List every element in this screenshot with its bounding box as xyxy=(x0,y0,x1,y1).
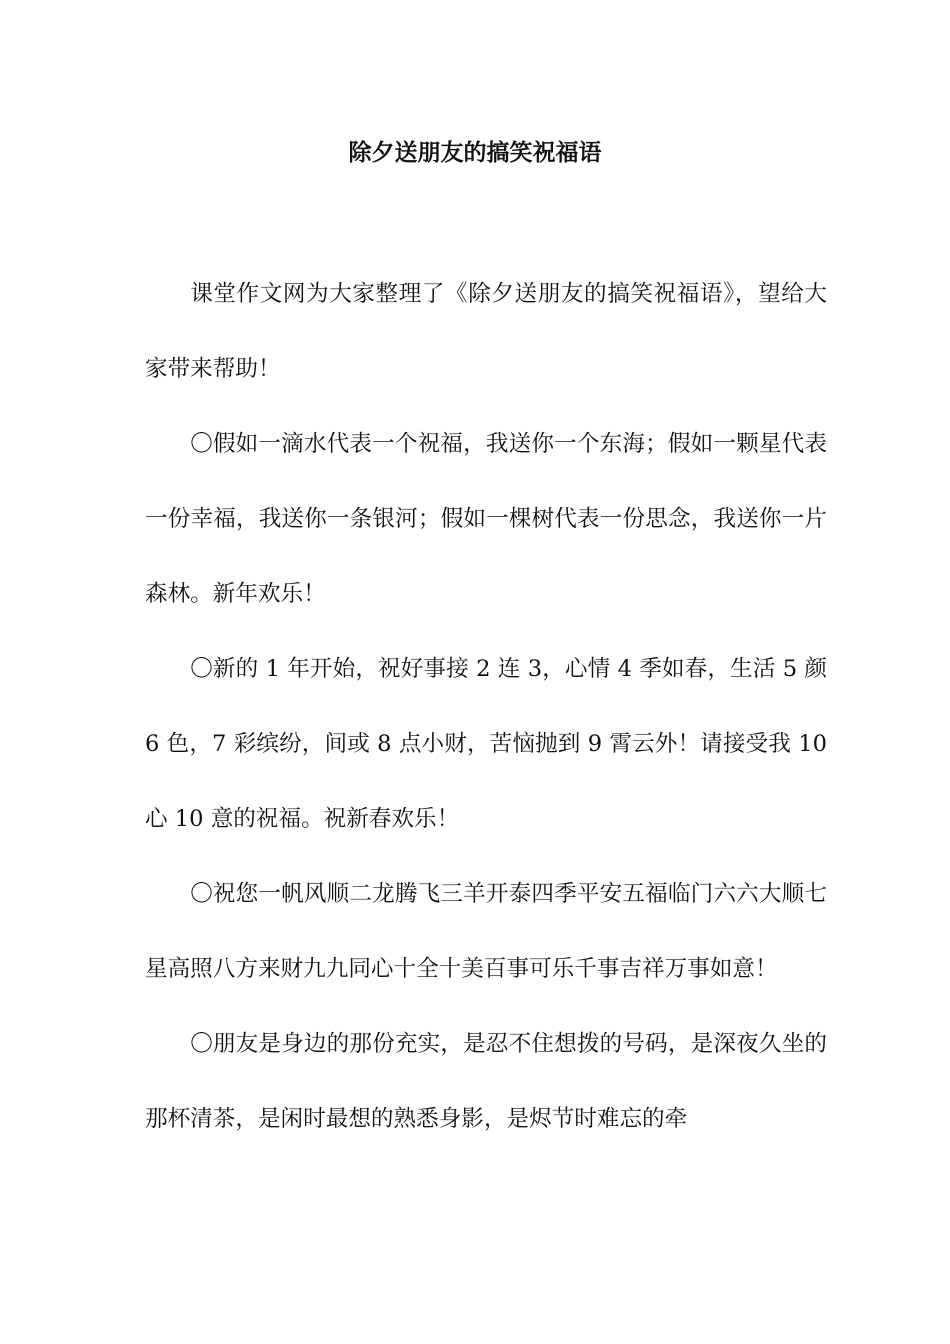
document-title: 除夕送朋友的搞笑祝福语 xyxy=(348,140,602,166)
document-body xyxy=(145,257,827,1157)
paragraph-greeting-4: 〇朋友是身边的那份充实，是忍不住想拨的号码，是深夜久坐的那杯清茶，是闲时最想的熟悉身影，是烬节时难忘的牵 xyxy=(145,1031,827,1132)
paragraph-greeting-2: 〇新的 1 年开始，祝好事接 2 连 3，心情 4 季如春，生活 5 颜 6 色，7 彩缤纷，间或 8 点小财，苦恼抛到 9 霄云外！请接受我 10 心 10 意的祝福。祝新春欢乐！ xyxy=(145,656,827,832)
paragraph-intro: 课堂作文网为大家整理了《除夕送朋友的搞笑祝福语》，望给大家带来帮助！ xyxy=(145,281,827,382)
paragraph-greeting-3: 〇祝您一帆风顺二龙腾飞三羊开泰四季平安五福临门六六大顺七星高照八方来财九九同心十全十美百事可乐千事吉祥万事如意！ xyxy=(145,881,827,982)
paragraph-greeting-1: 〇假如一滴水代表一个祝福，我送你一个东海；假如一颗星代表一份幸福，我送你一条银河；假如一棵树代表一份思念，我送你一片森林。新年欢乐！ xyxy=(145,431,827,607)
